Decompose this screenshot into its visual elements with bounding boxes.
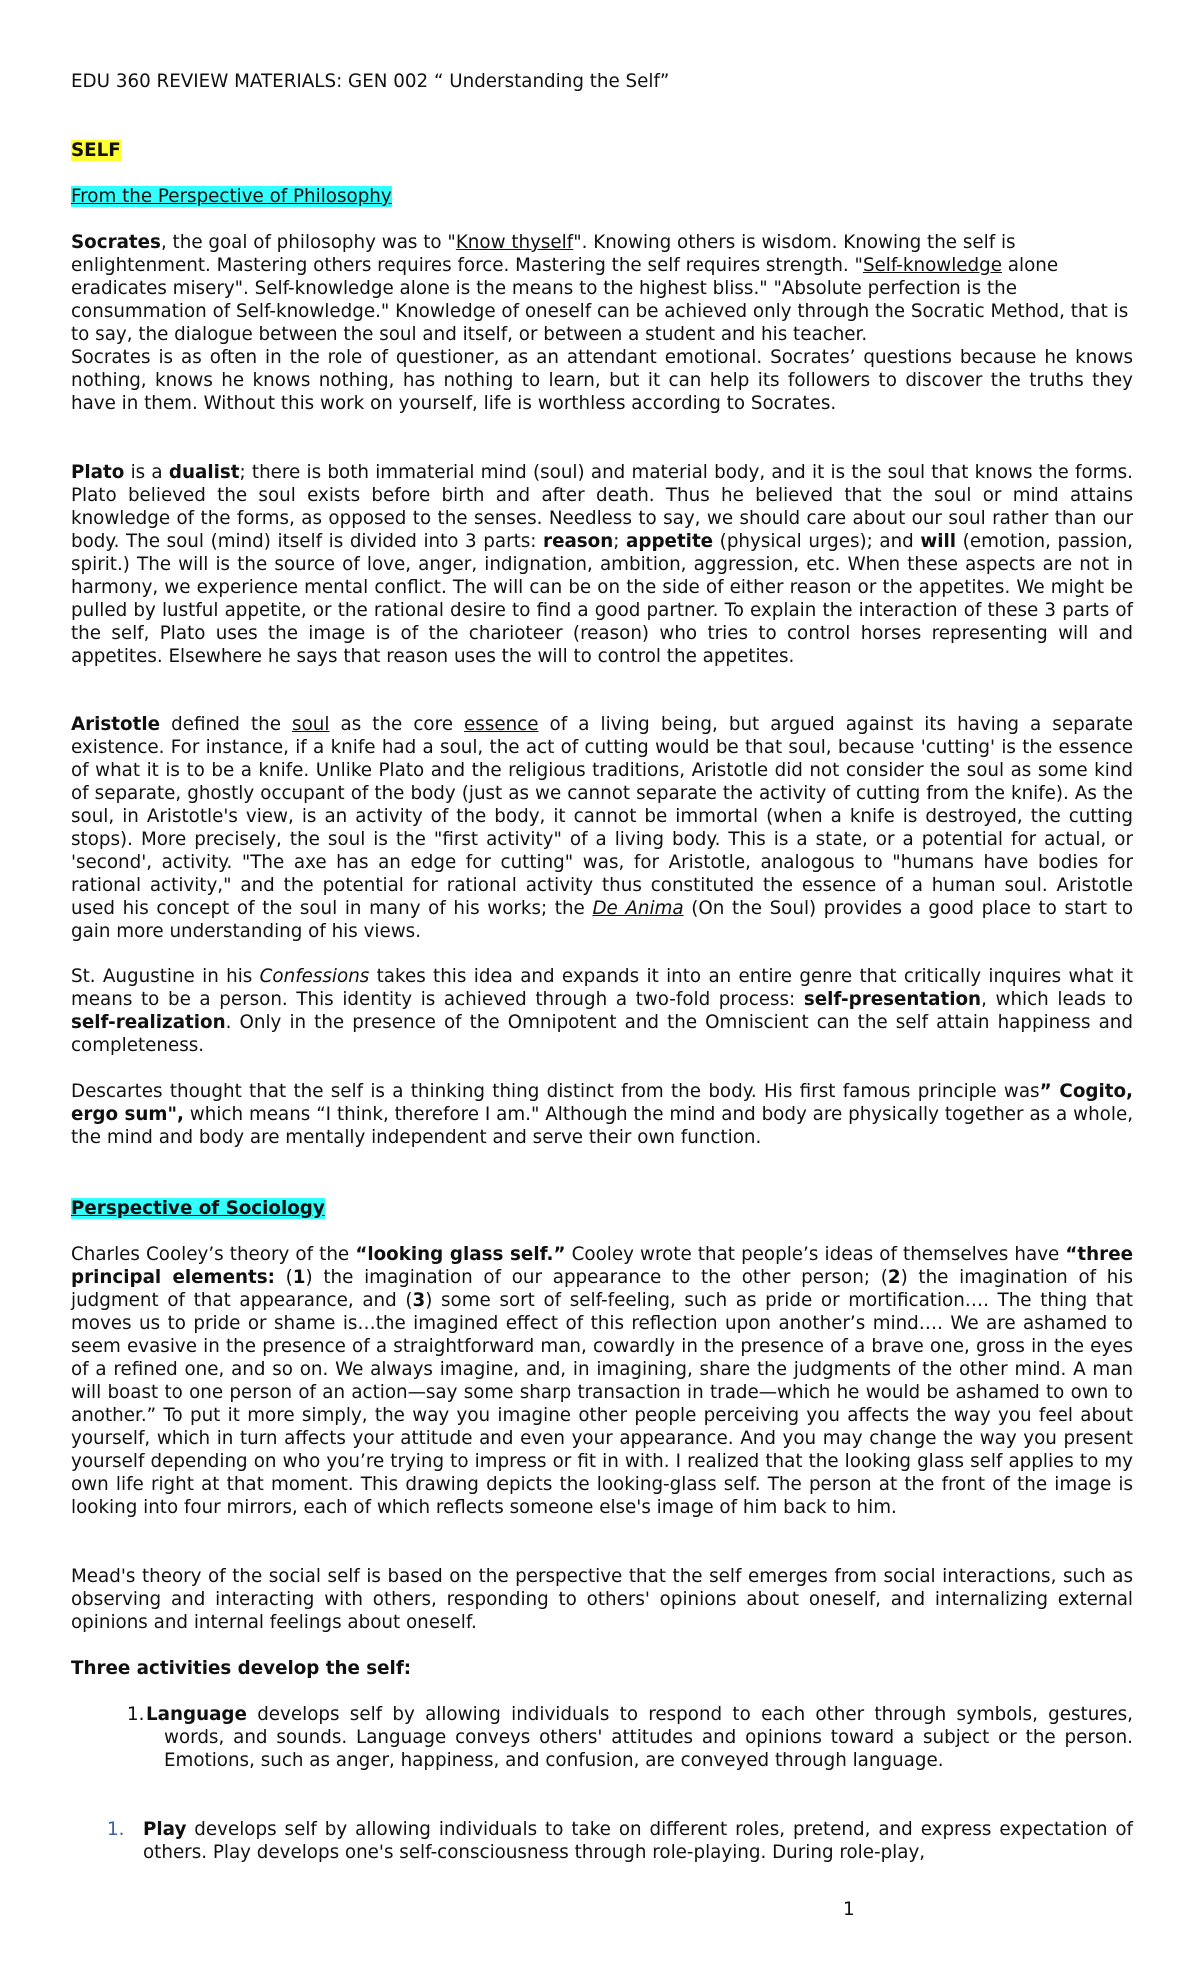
play-term: Play <box>143 1819 187 1840</box>
element-number-1: 1 <box>292 1267 306 1288</box>
list-number-language: 1. <box>127 1704 145 1725</box>
section-heading-philosophy <box>71 185 392 208</box>
augustine-paragraph <box>71 965 1133 1057</box>
activities-heading: Three activities develop the self: <box>71 1658 412 1679</box>
essence-link[interactable]: essence <box>464 714 539 735</box>
socrates-paragraph-1 <box>71 231 1133 346</box>
socrates-block <box>71 231 1133 415</box>
plato-name: Plato <box>71 462 125 483</box>
document-header: EDU 360 REVIEW MATERIALS: GEN 002 “ Understanding the Self” <box>71 71 670 92</box>
list-item-language <box>127 1703 1133 1772</box>
aristotle-text-4: (On the Soul) provides a good place to start to gain more understanding of his views. <box>71 898 1134 942</box>
section-heading-self <box>71 139 121 162</box>
augustine-text-1: St. Augustine in his <box>71 966 260 987</box>
descartes-text-2: which means “I think, therefore I am." Although the mind and body are physically together as a whole, the mind and body are mentally independent and serve their own function. <box>71 1104 1134 1148</box>
list-item-play <box>107 1818 1133 1864</box>
augustine-text-3: , which leads to <box>981 989 1133 1010</box>
element-number-2: 2 <box>887 1267 901 1288</box>
socrates-text-2: ". Knowing others is wisdom. Knowing the self is enlightenment. Mastering others requires force. Mastering the self requires strength. " <box>71 232 1016 276</box>
cooley-text-4: ) the imagination of our appearance to the other person; ( <box>305 1267 888 1288</box>
plato-dualist: dualist <box>168 462 240 483</box>
cooley-text-3: ( <box>274 1267 293 1288</box>
cooley-text-5: ) the imagination of his judgment of that appearance, and ( <box>71 1267 1133 1311</box>
list-number-play: 1. <box>107 1819 125 1840</box>
augustine-text-4: . Only in the presence of the Omnipotent and the Omniscient can the self attain happiness and completeness. <box>71 1012 1133 1056</box>
aristotle-paragraph <box>71 713 1133 943</box>
socrates-paragraph-2: Socrates is as often in the role of questioner, as an attendant emotional. Socrates’ questions because he knows nothing, knows he knows nothing, has nothing to learn, but it can help its followers to discover the truths they have in them. Without this work on yourself, life is worthless according to Socrates. <box>71 347 1133 414</box>
cooley-paragraph <box>71 1243 1133 1519</box>
aristotle-text-1: defined the <box>160 714 293 735</box>
plato-appetite: appetite <box>626 531 714 552</box>
play-description: develops self by allowing individuals to take on different roles, pretend, and express expectation of others. Play develops one's self-consciousness through role-playing. During role-play, <box>143 1819 1133 1863</box>
socrates-name: Socrates <box>71 232 161 253</box>
self-knowledge-link[interactable]: Self-knowledge <box>862 255 1002 276</box>
element-number-3: 3 <box>412 1290 426 1311</box>
plato-text-2: ; there is both immaterial mind (soul) and material body, and it is the soul that knows the forms. Plato believed the soul exists before birth and after death. Thus he believed that the soul or mind attains knowledge of the forms, as opposed to the senses. Needless to say, we should care about our soul rather than our body. The soul (mind) itself is divided into 3 parts: <box>71 462 1133 552</box>
aristotle-name: Aristotle <box>71 714 161 735</box>
plato-text-5: (emotion, passion, spirit.) The will is the source of love, anger, indignation, ambition, aggression, etc. When these aspects are not in harmony, we experience mental conflict. The will can be on the side of either reason or the appetites. We might be pulled by lustful appetite, or the rational desire to find a good partner. To explain the interaction of these 3 parts of the self, Plato uses the image is of the charioteer (reason) who tries to control horses representing will and appetites. Elsewhere he says that reason uses the will to control the appetites. <box>71 531 1133 667</box>
self-heading-label: SELF <box>71 140 121 161</box>
know-thyself-link[interactable]: Know thyself <box>455 232 574 253</box>
section-heading-sociology <box>71 1197 325 1220</box>
socrates-text-1: , the goal of philosophy was to " <box>160 232 456 253</box>
mead-paragraph: Mead's theory of the social self is based on the perspective that the self emerges from social interactions, such as observing and interacting with others, responding to others' opinions about oneself, and internalizing external opinions and internal feelings about oneself. <box>71 1566 1133 1633</box>
de-anima-link[interactable]: De Anima <box>592 898 684 919</box>
cogito-quote: ” Cogito, ergo sum", <box>71 1081 1133 1125</box>
plato-reason: reason <box>543 531 614 552</box>
aristotle-text-3: of a living being, but argued against its having a separate existence. For instance, if a knife had a soul, the act of cutting would be that soul, because 'cutting' is the essence of what it is to be a knife. Unlike Plato and the religious traditions, Aristotle did not consider the soul as some kind of separate, ghostly occupant of the body (just as we cannot separate the activity of cutting from the knife). As the soul, in Aristotle's view, is an activity of the body, it cannot be immortal (when a knife is destroyed, the cutting stops). More precisely, the soul is the "first activity" of a living body. This is a state, or a potential for actual, or 'second', activity. "The axe has an edge for cutting" was, for Aristotle, analogous to "humans have bodies for rational activity," and the potential for rational activity thus constituted the essence of a human soul. Aristotle used his concept of the soul in many of his works; the <box>71 714 1134 919</box>
confessions-title: Confessions <box>259 966 370 987</box>
language-description: develops self by allowing individuals to respond to each other through symbols, gestures, words, and sounds. Language conveys others' attitudes and opinions toward a subject or the person. Emotions, such as anger, happiness, and confusion, are conveyed through language. <box>164 1704 1133 1771</box>
cooley-text-1: Charles Cooley’s theory of the <box>71 1244 356 1265</box>
plato-text-4: (physical urges); and <box>713 531 921 552</box>
descartes-paragraph <box>71 1080 1133 1149</box>
cooley-text-2: Cooley wrote that people’s ideas of themselves have <box>565 1244 1066 1265</box>
soul-link[interactable]: soul <box>292 714 330 735</box>
descartes-text-1: Descartes thought that the self is a thinking thing distinct from the body. His first famous principle was <box>71 1081 1040 1102</box>
plato-will: will <box>920 531 957 552</box>
self-realization-term: self-realization <box>71 1012 226 1033</box>
socrates-text-3: alone eradicates misery". Self-knowledge alone is the means to the highest bliss." "Absolute perfection is the consummation of Self-knowledge." Knowledge of oneself can be achieved only through the Socratic Method, that is to say, the dialogue between the soul and itself, or between a student and his teacher. <box>71 255 1129 345</box>
plato-text-1: is a <box>124 462 169 483</box>
sociology-heading-label[interactable]: Perspective of Sociology <box>71 1198 325 1219</box>
three-principal-elements: “three principal elements: <box>71 1244 1133 1288</box>
augustine-text-2: takes this idea and expands it into an entire genre that critically inquires what it means to be a person. This identity is achieved through a two-fold process: <box>71 966 1134 1010</box>
plato-text-3: ; <box>613 531 627 552</box>
looking-glass-self-term: “looking glass self.” <box>355 1244 566 1265</box>
page-number: 1 <box>843 1899 855 1920</box>
language-term: Language <box>146 1704 247 1725</box>
plato-paragraph <box>71 461 1133 668</box>
philosophy-heading-label[interactable]: From the Perspective of Philosophy <box>71 186 392 207</box>
aristotle-text-2: as the core <box>329 714 465 735</box>
self-presentation-term: self-presentation <box>803 989 982 1010</box>
cooley-text-6: ) some sort of self-feeling, such as pride or mortification…. The thing that moves us to pride or shame is…the imagined effect of this reflection upon another’s mind…. We are ashamed to seem evasive in the presence of a straightforward man, cowardly in the presence of a brave one, gross in the eyes of a refined one, and so on. We always imagine, and, in imagining, share the judgments of the other mind. A man will boast to one person of an action—say some sharp transaction in trade—which he would be ashamed to own to another.” To put it more simply, the way you imagine other people perceiving you affects the way you feel about yourself, which in turn affects your attitude and even your appearance. And you may change the way you present yourself depending on who you’re trying to impress or fit in with. I realized that the looking glass self applies to my own life right at that moment. This drawing depicts the looking-glass self. The person at the front of the image is looking into four mirrors, each of which reflects someone else's image of him back to him. <box>71 1290 1133 1518</box>
